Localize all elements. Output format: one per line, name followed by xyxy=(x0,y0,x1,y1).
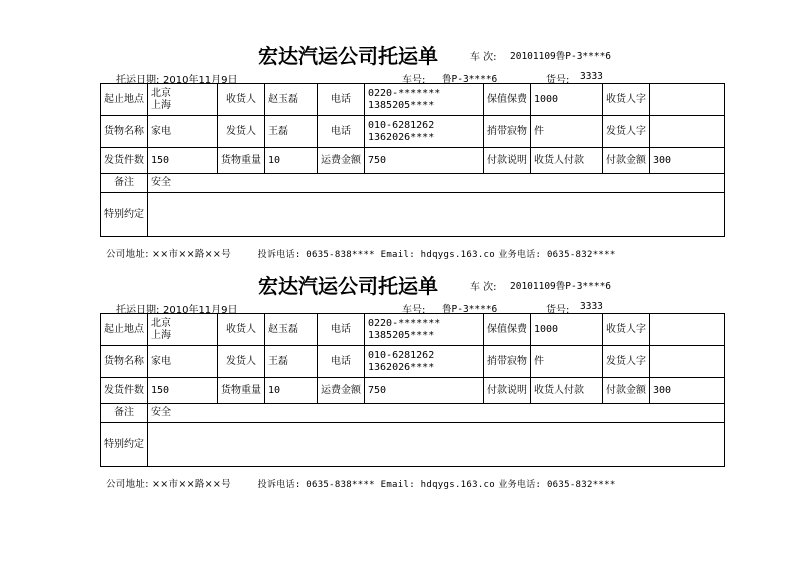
cargo-no-value: 3333 xyxy=(580,301,603,312)
insured-label: 保值保费 xyxy=(484,84,531,116)
waybill-table xyxy=(100,313,725,467)
weight-label: 货物重量 xyxy=(218,378,265,404)
special-value xyxy=(148,423,725,467)
plate-label: 车号: xyxy=(402,305,426,316)
date-label: 托运日期: xyxy=(116,305,160,316)
origin-from: 北京 xyxy=(151,87,171,99)
shipper-label: 发货人 xyxy=(218,116,265,148)
footer-business: 业务电话: 0635-832**** xyxy=(498,250,616,260)
waybill-table xyxy=(100,83,725,237)
remarks-value: 安全 xyxy=(148,404,725,423)
payment-label: 付款说明 xyxy=(484,148,531,174)
waybill-title: 宏达汽运公司托运单 xyxy=(258,44,438,68)
waybill-footer xyxy=(106,476,616,490)
footer-complaint: 投诉电话: 0635-838**** Email: hdqygs.163.co xyxy=(257,480,495,490)
cargo-no-label: 货号: xyxy=(546,305,570,316)
insured-value: 1000 xyxy=(531,84,603,116)
payment-label: 付款说明 xyxy=(484,378,531,404)
origin-label: 起止地点 xyxy=(101,314,148,346)
origin-to: 上海 xyxy=(151,329,171,341)
plate-value: 鲁P-3****6 xyxy=(442,74,498,85)
footer-address: 公司地址: ××市××路××号 xyxy=(106,249,231,260)
special-label: 特别约定 xyxy=(101,423,148,467)
shipper-value: 王磊 xyxy=(265,346,318,378)
footer-complaint: 投诉电话: 0635-838**** Email: hdqygs.163.co xyxy=(257,250,495,260)
origin-label: 起止地点 xyxy=(101,84,148,116)
freight-value: 750 xyxy=(365,378,484,404)
phone-label: 电话 xyxy=(318,346,365,378)
consignee-sign-label: 收货人字 xyxy=(603,314,650,346)
freight-label: 运费金额 xyxy=(318,378,365,404)
packing-label: 捎带寂物 xyxy=(484,346,531,378)
shipper-value: 王磊 xyxy=(265,116,318,148)
packing-label: 捎带寂物 xyxy=(484,116,531,148)
special-label: 特别约定 xyxy=(101,193,148,237)
trip-value: 20101109鲁P-3****6 xyxy=(510,281,612,292)
special-value xyxy=(148,193,725,237)
shipper-sign-label: 发货人字 xyxy=(603,116,650,148)
shipper-label: 发货人 xyxy=(218,346,265,378)
remarks-label: 备注 xyxy=(101,404,148,423)
pieces-label: 发货件数 xyxy=(101,148,148,174)
consignee-phone-1: 0220-******* xyxy=(368,87,441,99)
consignee-label: 收货人 xyxy=(218,314,265,346)
origin-from: 北京 xyxy=(151,317,171,329)
freight-label: 运费金额 xyxy=(318,148,365,174)
phone-label: 电话 xyxy=(318,116,365,148)
phone-label: 电话 xyxy=(318,314,365,346)
shipper-sign-value xyxy=(650,346,725,378)
consignee-sign-value xyxy=(650,84,725,116)
pieces-label: 发货件数 xyxy=(101,378,148,404)
footer-address: 公司地址: ××市××路××号 xyxy=(106,479,231,490)
goods-label: 货物名称 xyxy=(101,116,148,148)
trip-label: 车 次: xyxy=(470,282,497,293)
waybill-copy-2 xyxy=(0,270,794,500)
paid-label: 付款金额 xyxy=(603,378,650,404)
remarks-value: 安全 xyxy=(148,174,725,193)
consignee-phone xyxy=(365,84,484,116)
goods-value: 家电 xyxy=(148,346,218,378)
date-value: 2010年11月9日 xyxy=(163,75,238,86)
waybill-title: 宏达汽运公司托运单 xyxy=(258,274,438,298)
remarks-label: 备注 xyxy=(101,174,148,193)
origin-value xyxy=(148,84,218,116)
cargo-no-value: 3333 xyxy=(580,71,603,82)
date-value: 2010年11月9日 xyxy=(163,305,238,316)
insured-label: 保值保费 xyxy=(484,314,531,346)
consignee-phone xyxy=(365,314,484,346)
goods-value: 家电 xyxy=(148,116,218,148)
shipper-phone-2: 1362026**** xyxy=(368,131,435,143)
payment-value: 收货人付款 xyxy=(531,378,603,404)
weight-label: 货物重量 xyxy=(218,148,265,174)
shipper-sign-value xyxy=(650,116,725,148)
goods-label: 货物名称 xyxy=(101,346,148,378)
plate-label: 车号: xyxy=(402,75,426,86)
paid-value: 300 xyxy=(650,378,725,404)
consignee-label: 收货人 xyxy=(218,84,265,116)
shipper-phone-2: 1362026**** xyxy=(368,361,435,373)
date-label: 托运日期: xyxy=(116,75,160,86)
pieces-value: 150 xyxy=(148,378,218,404)
plate-value: 鲁P-3****6 xyxy=(442,304,498,315)
trip-label: 车 次: xyxy=(470,52,497,63)
insured-value: 1000 xyxy=(531,314,603,346)
consignee-phone-1: 0220-******* xyxy=(368,317,441,329)
waybill-copy-1 xyxy=(0,40,794,270)
footer-business: 业务电话: 0635-832**** xyxy=(498,480,616,490)
consignee-sign-label: 收货人字 xyxy=(603,84,650,116)
shipper-phone-1: 010-6281262 xyxy=(368,349,435,361)
freight-value: 750 xyxy=(365,148,484,174)
consignee-phone-2: 1385205**** xyxy=(368,329,435,341)
phone-label: 电话 xyxy=(318,84,365,116)
packing-value: 件 xyxy=(531,346,603,378)
consignee-phone-2: 1385205**** xyxy=(368,99,435,111)
weight-value: 10 xyxy=(265,378,318,404)
shipper-phone xyxy=(365,346,484,378)
consignee-value: 赵玉磊 xyxy=(265,84,318,116)
consignee-value: 赵玉磊 xyxy=(265,314,318,346)
pieces-value: 150 xyxy=(148,148,218,174)
paid-label: 付款金额 xyxy=(603,148,650,174)
origin-value xyxy=(148,314,218,346)
waybill-footer xyxy=(106,246,616,260)
paid-value: 300 xyxy=(650,148,725,174)
origin-to: 上海 xyxy=(151,99,171,111)
packing-value: 件 xyxy=(531,116,603,148)
consignee-sign-value xyxy=(650,314,725,346)
cargo-no-label: 货号: xyxy=(546,75,570,86)
trip-value: 20101109鲁P-3****6 xyxy=(510,51,612,62)
shipper-phone xyxy=(365,116,484,148)
shipper-sign-label: 发货人字 xyxy=(603,346,650,378)
payment-value: 收货人付款 xyxy=(531,148,603,174)
shipper-phone-1: 010-6281262 xyxy=(368,119,435,131)
weight-value: 10 xyxy=(265,148,318,174)
